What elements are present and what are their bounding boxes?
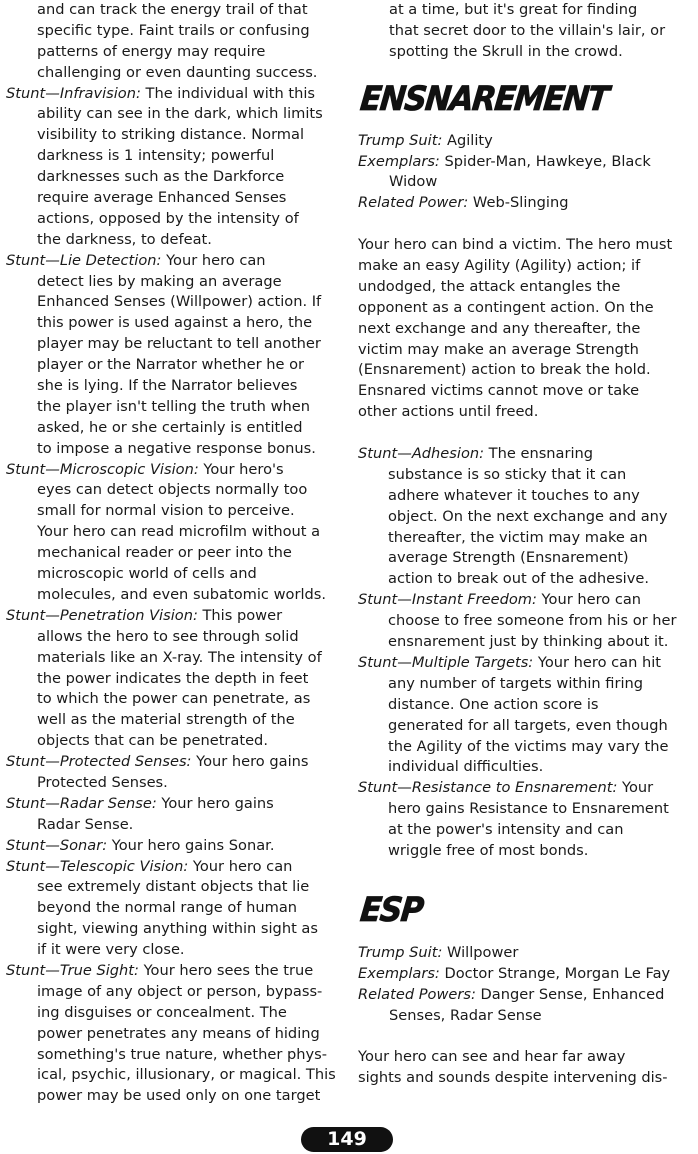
text-line: image of any object or person, bypass-: [37, 982, 323, 1000]
meta-line: [358, 193, 692, 214]
text-line: that secret door to the villain's lair, or: [389, 21, 666, 39]
text-line: something's true nature, whether phys-: [37, 1045, 327, 1063]
stunt-text: Your hero can hit: [533, 653, 662, 671]
stunt-prefix: Stunt—: [6, 836, 60, 854]
text-line: darknesses such as the Darkforce: [37, 168, 285, 186]
text-line: adhere whatever it touches to any: [388, 486, 640, 504]
text-line: thereafter, the victim may make an: [388, 528, 648, 546]
stunt-line: [358, 653, 692, 674]
meta-value: Senses, Radar Sense: [389, 1006, 542, 1024]
text-line: choose to free someone from his or her: [388, 612, 677, 630]
meta-line: [358, 172, 692, 193]
text-line: ability can see in the dark, which limits: [37, 105, 323, 123]
ensnarement-stunts: [358, 444, 692, 862]
text-line: asked, he or she certainly is entitled: [37, 418, 303, 436]
text-line: to which the power can penetrate, as: [37, 690, 311, 708]
text-line: beyond the normal range of human: [37, 899, 298, 917]
text-line: Protected Senses.: [37, 773, 168, 791]
text-line: well as the material strength of the: [37, 711, 295, 729]
stunt-line: [6, 857, 344, 878]
text-line: player or the Narrator whether he or: [37, 356, 305, 374]
esp-description: [358, 1047, 692, 1089]
stunt-name: Microscopic Vision:: [59, 460, 199, 478]
text-line: distance. One action score is: [388, 695, 599, 713]
stunt-text: Your hero's: [198, 460, 284, 478]
stunt-name: Radar Sense:: [59, 794, 157, 812]
meta-value: Doctor Strange, Morgan Le Fay: [439, 964, 671, 982]
text-line: ing disguises or concealment. The: [37, 1003, 287, 1021]
meta-line: [358, 1006, 692, 1027]
text-line: substance is so sticky that it can: [388, 465, 627, 483]
stunt-name: True Sight:: [59, 961, 139, 979]
text-line: Your hero can see and hear far away: [358, 1048, 626, 1066]
meta-value: Web-Slinging: [468, 194, 569, 212]
text-line: make an easy Agility (Agility) action; if: [358, 257, 641, 275]
text-line: if it were very close.: [37, 941, 185, 959]
stunt-line: [358, 444, 692, 465]
text-line: other actions until freed.: [358, 403, 539, 421]
text-line: player may be reluctant to tell another: [37, 335, 321, 353]
stunt-prefix: Stunt—: [6, 606, 60, 624]
stunt-text: Your hero gains: [191, 753, 309, 771]
text-line: require average Enhanced Senses: [37, 189, 287, 207]
text-line: the Agility of the victims may vary the: [388, 737, 669, 755]
stunt-line: [6, 752, 344, 773]
ensnarement-meta: [358, 131, 692, 215]
stunt-prefix: Stunt—: [6, 794, 60, 812]
meta-value: Willpower: [442, 943, 519, 961]
text-line: allows the hero to see through solid: [37, 627, 299, 645]
stunt-prefix: Stunt—: [6, 857, 60, 875]
stunt-line: [6, 251, 344, 272]
stunt-line: [6, 961, 344, 982]
page-number: 149: [301, 1127, 393, 1152]
text-line: Ensnared victims cannot move or take: [358, 382, 640, 400]
text-line: individual difficulties.: [388, 758, 544, 776]
stunt-line: [6, 836, 344, 857]
meta-value: Danger Sense, Enhanced: [475, 985, 665, 1003]
meta-label: Exemplars:: [358, 964, 440, 982]
section-heading-ensnarement: ENSNAREMENT: [358, 79, 610, 119]
meta-label: Trump Suit:: [358, 131, 443, 149]
section-heading-esp: ESP: [358, 890, 425, 930]
stunt-name: Penetration Vision:: [59, 606, 198, 624]
text-line: microscopic world of cells and: [37, 565, 257, 583]
text-line: mechanical reader or peer into the: [37, 544, 292, 562]
meta-line: [358, 943, 692, 964]
stunt-text: The ensnaring: [484, 445, 594, 463]
stunt-prefix: Stunt—: [6, 251, 60, 269]
stunt-prefix: Stunt—: [358, 591, 412, 609]
stunt-text: This power: [197, 606, 283, 624]
intro-paragraph: [358, 0, 692, 63]
text-line: opponent as a contingent action. On the: [358, 298, 654, 316]
text-line: object. On the next exchange and any: [388, 507, 668, 525]
text-line: Radar Sense.: [37, 815, 134, 833]
stunt-name: Sonar:: [59, 836, 108, 854]
meta-label: Related Power:: [358, 194, 469, 212]
stunt-name: Adhesion:: [411, 445, 485, 463]
text-line: the power indicates the depth in feet: [37, 669, 309, 687]
stunt-text: The individual with this: [140, 84, 316, 102]
stunt-line: [358, 590, 692, 611]
stunt-text: Your: [617, 779, 654, 797]
stunt-name: Lie Detection:: [59, 251, 162, 269]
text-line: to impose a negative response bonus.: [37, 439, 316, 457]
meta-line: [358, 964, 692, 985]
stunt-line: [6, 460, 344, 481]
meta-label: Related Powers:: [358, 985, 476, 1003]
text-line: actions, opposed by the intensity of: [37, 209, 299, 227]
stunt-text: Your hero gains Sonar.: [107, 836, 275, 854]
text-line: small for normal vision to perceive.: [37, 502, 295, 520]
text-line: average Strength (Ensnarement): [388, 549, 629, 567]
stunt-prefix: Stunt—: [6, 84, 60, 102]
stunt-line: [358, 778, 692, 799]
text-line: power may be used only on one target: [37, 1087, 321, 1105]
stunt-line: [6, 84, 344, 105]
stunt-prefix: Stunt—: [358, 779, 412, 797]
meta-label: Trump Suit:: [358, 943, 443, 961]
stunt-line: [6, 794, 344, 815]
text-line: materials like an X-ray. The intensity of: [37, 648, 322, 666]
text-line: wriggle free of most bonds.: [388, 841, 589, 859]
text-line: sights and sounds despite intervening dis-: [358, 1069, 668, 1087]
stunt-name: Instant Freedom:: [411, 591, 537, 609]
stunt-text: Your hero sees the true: [138, 961, 314, 979]
text-line: sight, viewing anything within sight as: [37, 920, 318, 938]
stunt-text: Your hero can: [536, 591, 642, 609]
text-line: darkness is 1 intensity; powerful: [37, 147, 275, 165]
meta-line: [358, 152, 692, 173]
text-line: hero gains Resistance to Ensnarement: [388, 800, 669, 818]
text-line: patterns of energy may require: [37, 42, 266, 60]
text-line: ensnarement just by thinking about it.: [388, 633, 669, 651]
meta-line: [358, 985, 692, 1006]
text-line: eyes can detect objects normally too: [37, 481, 308, 499]
stunt-name: Multiple Targets:: [411, 653, 534, 671]
text-line: she is lying. If the Narrator believes: [37, 377, 298, 395]
text-line: and can track the energy trail of that: [37, 1, 308, 18]
text-line: see extremely distant objects that lie: [37, 878, 310, 896]
text-line: molecules, and even subatomic worlds.: [37, 585, 327, 603]
text-line: spotting the Skrull in the crowd.: [389, 42, 623, 60]
meta-value: Agility: [442, 131, 493, 149]
stunt-name: Telescopic Vision:: [59, 857, 189, 875]
text-line: power penetrates any means of hiding: [37, 1024, 320, 1042]
text-line: (Ensnarement) action to break the hold.: [358, 361, 651, 379]
meta-label: Exemplars:: [358, 152, 440, 170]
stunt-text: Your hero can: [161, 251, 266, 269]
text-line: Your hero can bind a victim. The hero must: [358, 236, 673, 254]
stunt-prefix: Stunt—: [358, 653, 412, 671]
text-line: specific type. Faint trails or confusing: [37, 21, 310, 39]
left-column: [6, 0, 344, 1107]
stunt-name: Protected Senses:: [59, 753, 192, 771]
ensnarement-description: [358, 235, 692, 423]
text-line: objects that can be penetrated.: [37, 732, 268, 750]
text-line: visibility to striking distance. Normal: [37, 126, 305, 144]
text-line: Enhanced Senses (Willpower) action. If: [37, 293, 322, 311]
text-line: next exchange and any thereafter, the: [358, 319, 641, 337]
text-line: at the power's intensity and can: [388, 821, 624, 839]
esp-meta: [358, 943, 692, 1027]
text-line: challenging or even daunting success.: [37, 63, 318, 81]
text-line: any number of targets within firing: [388, 674, 644, 692]
text-line: the player isn't telling the truth when: [37, 397, 310, 415]
stunt-text: Your hero can: [188, 857, 293, 875]
meta-line: [358, 131, 692, 152]
stunt-prefix: Stunt—: [6, 961, 60, 979]
text-line: action to break out of the adhesive.: [388, 570, 649, 588]
text-line: detect lies by making an average: [37, 272, 282, 290]
text-line: ical, psychic, illusionary, or magical. This: [37, 1066, 336, 1084]
text-line: at a time, but it's great for finding: [389, 1, 638, 18]
meta-value: Widow: [389, 173, 438, 191]
text-line: Your hero can read microfilm without a: [37, 523, 321, 541]
meta-value: Spider-Man, Hawkeye, Black: [439, 152, 651, 170]
text-line: the darkness, to defeat.: [37, 230, 212, 248]
stunt-name: Infravision:: [59, 84, 141, 102]
text-line: this power is used against a hero, the: [37, 314, 313, 332]
text-line: victim may make an average Strength: [358, 340, 639, 358]
text-line: undodged, the attack entangles the: [358, 277, 621, 295]
stunt-line: [6, 606, 344, 627]
right-column: [358, 0, 692, 1089]
stunt-text: Your hero gains: [156, 794, 274, 812]
stunt-prefix: Stunt—: [6, 753, 60, 771]
stunt-prefix: Stunt—: [358, 445, 412, 463]
stunt-name: Resistance to Ensnarement:: [411, 779, 618, 797]
text-line: generated for all targets, even though: [388, 716, 668, 734]
stunt-prefix: Stunt—: [6, 460, 60, 478]
